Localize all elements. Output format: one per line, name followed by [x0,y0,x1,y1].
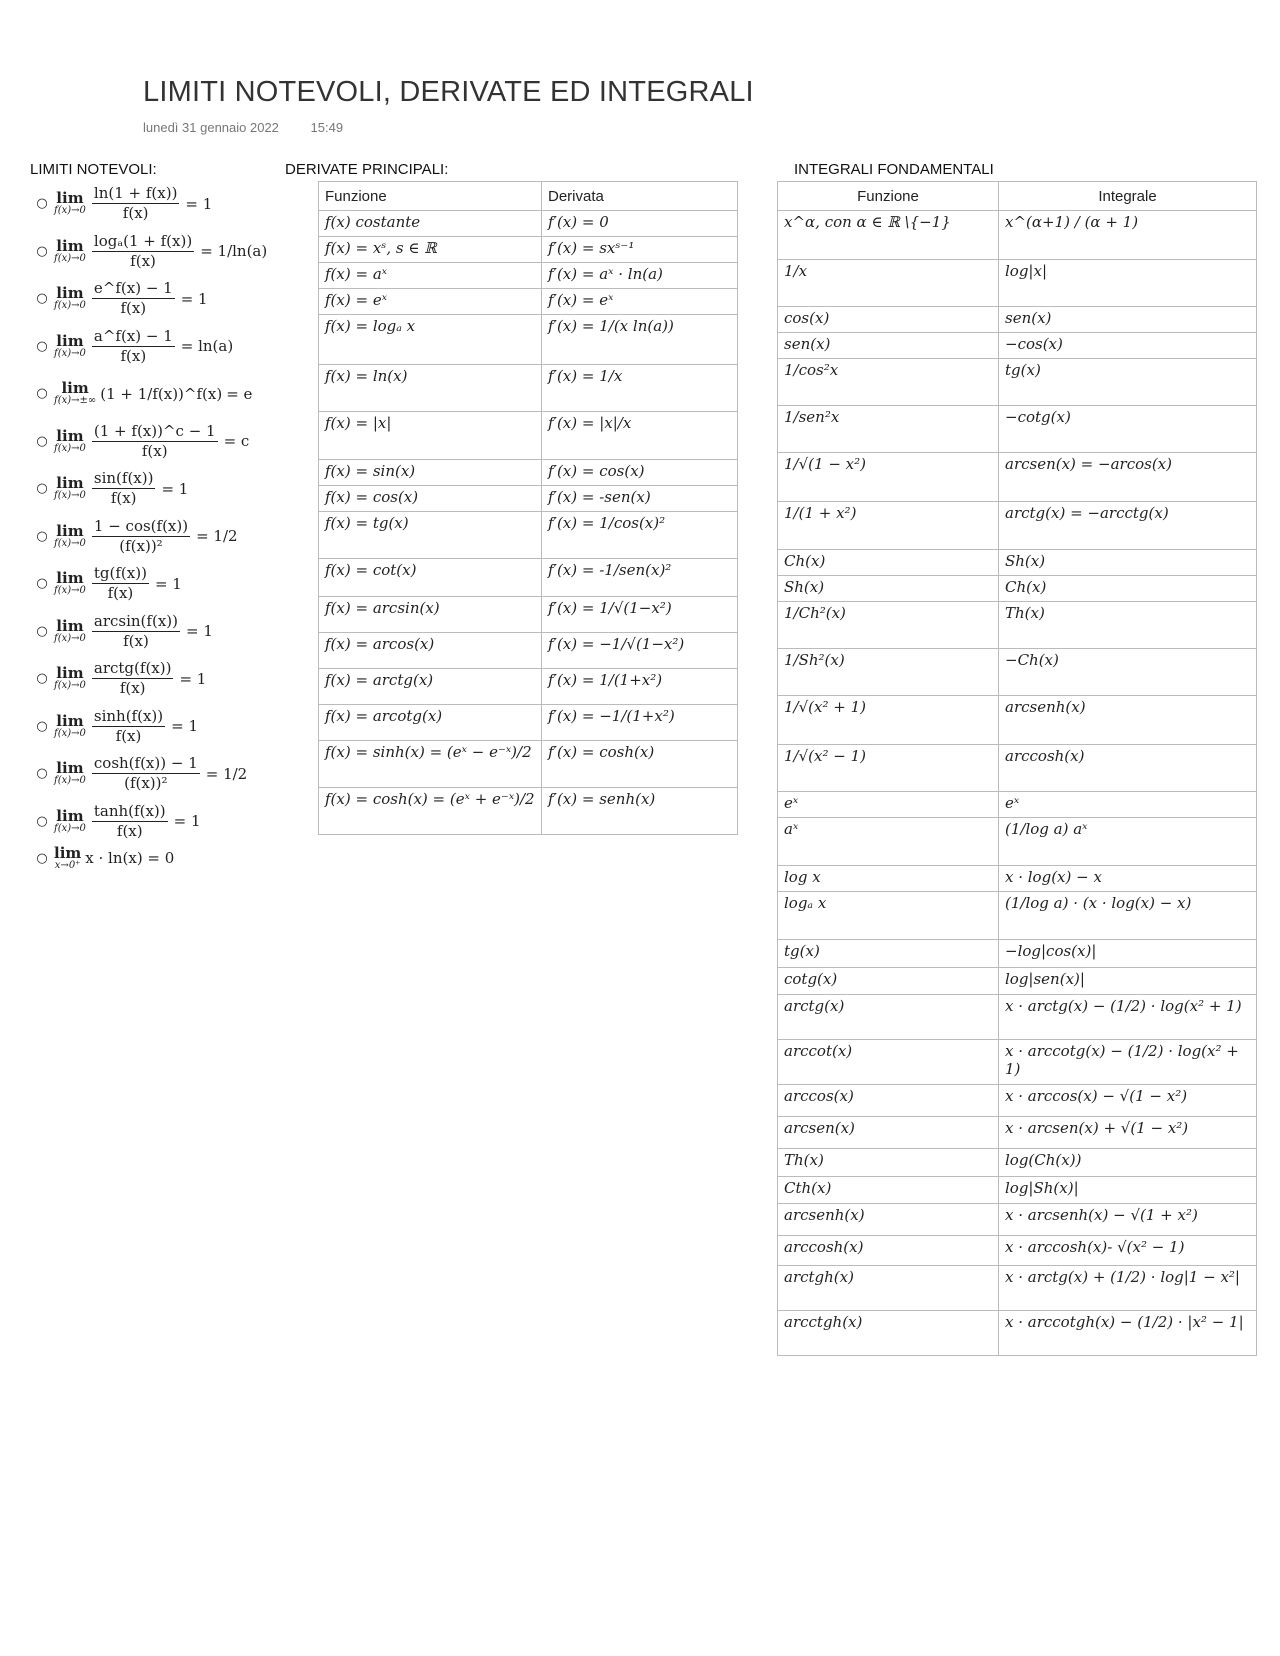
table-row [778,260,1257,307]
limit-denominator: f(x) [130,251,156,270]
limit-operator: lim f(x)→0 [54,569,86,597]
limit-item [30,275,280,323]
table-row [319,633,738,669]
function-cell: f(x) = cos(x) [319,486,542,512]
limit-item [30,465,280,513]
limit-numerator: tg(f(x)) [93,564,147,583]
bullet-icon: ○ [36,718,48,734]
limit-result: = 1/ln(a) [200,242,268,261]
limit-operator: lim f(x)→0 [54,474,86,502]
table-row [319,315,738,365]
limit-fraction [92,517,190,556]
table-row [778,453,1257,502]
bullet-icon: ○ [36,433,48,449]
function-cell: 1/x [778,260,999,307]
function-cell: tg(x) [778,940,999,968]
limit-denominator: f(x) [107,584,134,603]
table-row [778,1149,1257,1177]
result-cell: x · arcsen(x) + √(1 − x²) [999,1117,1257,1149]
limit-condition: f(x)→0 [54,680,86,692]
table-row [319,237,738,263]
function-cell: f(x) = |x| [319,412,542,460]
table-row [778,359,1257,406]
limit-item [30,370,280,418]
limit-denominator: f(x) [122,204,149,223]
limit-expression: x · ln(x) = 0 [85,849,175,867]
limit-result: = 1 [180,289,208,308]
table-row [778,940,1257,968]
limit-fraction [92,754,200,793]
limit-fraction [92,184,180,223]
function-cell: cos(x) [778,307,999,333]
function-cell: 1/Sh²(x) [778,649,999,696]
result-cell: −cotg(x) [999,406,1257,453]
function-cell: arccot(x) [778,1040,999,1085]
function-cell: f(x) = aˣ [319,263,542,289]
limit-condition: f(x)→0 [54,632,86,644]
function-cell: Ch(x) [778,550,999,576]
table-row [778,1236,1257,1266]
limit-fraction [92,659,174,698]
limit-item [30,180,280,228]
table-row [319,669,738,705]
limit-numerator: ln(1 + f(x)) [93,184,178,203]
bullet-icon: ○ [36,850,48,866]
limit-operator: lim f(x)→0 [54,284,86,312]
function-cell: Th(x) [778,1149,999,1177]
table-row [778,696,1257,745]
bullet-icon: ○ [36,291,48,307]
limit-condition: f(x)→0 [54,775,86,787]
result-cell: f′(x) = cos(x) [542,460,738,486]
limit-item [30,228,280,276]
limit-numerator: logₐ(1 + f(x)) [93,231,193,250]
result-cell: arcsenh(x) [999,696,1257,745]
table-row [778,995,1257,1040]
function-cell: f(x) = logₐ x [319,315,542,365]
table-row [319,289,738,315]
limit-item [30,703,280,751]
result-cell: f′(x) = |x|/x [542,412,738,460]
limit-result: = 1/2 [196,527,238,546]
table-row [778,1177,1257,1204]
result-cell: f′(x) = −1/(1+x²) [542,705,738,741]
bullet-icon: ○ [36,196,48,212]
limits-heading: LIMITI NOTEVOLI: [30,161,157,178]
limit-numerator: arcsin(f(x)) [93,611,178,630]
table-row [778,333,1257,359]
limit-result: = 1 [154,574,182,593]
table-row [319,460,738,486]
function-cell: f(x) = sin(x) [319,460,542,486]
limit-expression: (1 + 1/f(x))^f(x) [100,384,223,403]
result-cell: arccosh(x) [999,745,1257,792]
limit-denominator: f(x) [116,821,143,840]
function-cell: f(x) = xˢ, s ∈ ℝ [319,237,542,263]
limit-operator: lim x→0⁺ [54,843,82,871]
result-cell: f′(x) = 1/√(1−x²) [542,597,738,633]
limit-fraction [92,707,165,746]
result-cell: x^(α+1) / (α + 1) [999,211,1257,260]
function-cell: 1/√(1 − x²) [778,453,999,502]
function-cell: logₐ x [778,892,999,940]
function-cell: arccos(x) [778,1085,999,1117]
limit-result: = 1 [161,479,189,498]
limit-operator: lim f(x)→0 [54,426,86,454]
result-cell: f′(x) = −1/√(1−x²) [542,633,738,669]
derivatives-heading: DERIVATE PRINCIPALI: [285,161,449,178]
page-time: 15:49 [310,120,344,135]
result-cell: x · arctg(x) − (1/2) · log(x² + 1) [999,995,1257,1040]
page-title: LIMITI NOTEVOLI, DERIVATE ED INTEGRALI [143,76,754,108]
result-cell: sen(x) [999,307,1257,333]
table-row [778,818,1257,866]
limit-result: = 1 [171,717,199,736]
limit-condition: f(x)→0 [54,300,86,312]
table-row [778,1266,1257,1311]
limit-result: = 1 [185,622,213,641]
table-row [778,602,1257,649]
function-cell: log x [778,866,999,892]
limit-item [30,513,280,561]
result-cell: x · arccos(x) − √(1 − x²) [999,1085,1257,1117]
bullet-icon: ○ [36,528,48,544]
function-cell: 1/Ch²(x) [778,602,999,649]
limit-denominator: f(x) [123,631,149,650]
result-cell: f′(x) = eˣ [542,289,738,315]
limit-denominator: f(x) [120,346,147,365]
bullet-icon: ○ [36,338,48,354]
limit-operator: lim f(x)→±∞ [54,379,97,407]
function-cell: f(x) = arcos(x) [319,633,542,669]
function-cell: arcctgh(x) [778,1311,999,1356]
limit-denominator: f(x) [141,441,168,460]
limit-item [30,560,280,608]
limit-denominator: f(x) [115,726,142,745]
result-cell: x · arctg(x) + (1/2) · log|1 − x²| [999,1266,1257,1311]
function-cell: 1/√(x² + 1) [778,696,999,745]
result-cell: (1/log a) · (x · log(x) − x) [999,892,1257,940]
limit-fraction [92,327,175,366]
function-cell: 1/(1 + x²) [778,502,999,550]
table-row [319,512,738,559]
table-row [778,1085,1257,1117]
table-row [778,1117,1257,1149]
limit-operator: lim f(x)→0 [54,711,86,739]
limit-numerator: a^f(x) − 1 [93,326,173,345]
table-row [319,486,738,512]
table-row [778,792,1257,818]
limit-result: = 1/2 [205,764,248,783]
table-row [319,211,738,237]
result-cell: Sh(x) [999,550,1257,576]
result-cell: x · log(x) − x [999,866,1257,892]
bullet-icon: ○ [36,623,48,639]
limit-result: = e [226,384,253,403]
limit-condition: f(x)→0 [54,490,86,502]
limit-numerator: sinh(f(x)) [93,706,164,725]
derivatives-table [318,181,738,835]
result-cell: log|x| [999,260,1257,307]
limit-denominator: (f(x))² [124,774,168,793]
limit-operator: lim f(x)→0 [54,331,86,359]
result-cell: arctg(x) = −arcctg(x) [999,502,1257,550]
result-cell: log(Ch(x)) [999,1149,1257,1177]
limit-result: = 1 [185,194,213,213]
result-cell: f′(x) = 1/x [542,365,738,412]
function-cell: f(x) = arcotg(x) [319,705,542,741]
function-cell: f(x) = tg(x) [319,512,542,559]
function-cell: f(x) = ln(x) [319,365,542,412]
limit-fraction [92,612,180,651]
table-row [319,559,738,597]
limit-result: = 1 [179,669,207,688]
bullet-icon: ○ [36,386,48,402]
limit-condition: f(x)→0 [54,537,86,549]
integrals-heading: INTEGRALI FONDAMENTALI [794,161,994,178]
table-row [778,892,1257,940]
bullet-icon: ○ [36,671,48,687]
limit-fraction [92,469,156,508]
function-cell: arcsen(x) [778,1117,999,1149]
limit-condition: x→0⁺ [54,859,81,871]
limit-fraction [92,802,168,841]
table-row [778,211,1257,260]
table-row [778,502,1257,550]
limit-operator: lim f(x)→0 [54,189,86,217]
table-row [778,1040,1257,1085]
limit-condition: f(x)→0 [54,347,86,359]
limit-item [30,608,280,656]
bullet-icon: ○ [36,481,48,497]
table-row [319,412,738,460]
limit-item [30,845,280,871]
result-cell: f′(x) = 0 [542,211,738,237]
column-header: Funzione [778,182,999,211]
function-cell: arcsenh(x) [778,1204,999,1236]
result-cell: f′(x) = senh(x) [542,788,738,835]
limit-fraction [92,232,194,271]
limit-condition: f(x)→0 [54,205,86,217]
limit-condition: f(x)→0 [54,252,86,264]
limit-fraction [92,279,175,318]
bullet-icon: ○ [36,766,48,782]
table-row [778,968,1257,995]
result-cell: −Ch(x) [999,649,1257,696]
function-cell: f(x) = arcsin(x) [319,597,542,633]
table-row [319,263,738,289]
function-cell: f(x) = eˣ [319,289,542,315]
limit-fraction [92,422,218,461]
function-cell: aˣ [778,818,999,866]
limit-item [30,323,280,371]
table-row [778,1204,1257,1236]
limit-condition: f(x)→0 [54,442,86,454]
limit-item [30,418,280,466]
result-cell: x · arccotg(x) − (1/2) · log(x² + 1) [999,1040,1257,1085]
table-row [319,365,738,412]
limit-item [30,798,280,846]
limit-condition: f(x)→±∞ [54,395,97,407]
table-row [319,788,738,835]
result-cell: f′(x) = aˣ · ln(a) [542,263,738,289]
result-cell: x · arccotgh(x) − (1/2) · |x² − 1| [999,1311,1257,1356]
limit-numerator: (1 + f(x))^c − 1 [93,421,216,440]
limit-numerator: e^f(x) − 1 [93,279,173,298]
limit-condition: f(x)→0 [54,822,86,834]
result-cell: (1/log a) aˣ [999,818,1257,866]
result-cell: Ch(x) [999,576,1257,602]
result-cell: tg(x) [999,359,1257,406]
table-row [778,576,1257,602]
result-cell: arcsen(x) = −arcos(x) [999,453,1257,502]
page-date: lunedì 31 gennaio 2022 [143,120,279,135]
column-header: Derivata [542,182,738,211]
bullet-icon: ○ [36,243,48,259]
table-row [778,745,1257,792]
bullet-icon: ○ [36,813,48,829]
function-cell: 1/cos²x [778,359,999,406]
limit-operator: lim f(x)→0 [54,664,86,692]
result-cell: −cos(x) [999,333,1257,359]
function-cell: cotg(x) [778,968,999,995]
integrals-table [777,181,1257,1356]
limits-list [30,180,280,871]
table-row [778,649,1257,696]
function-cell: sen(x) [778,333,999,359]
limit-numerator: 1 − cos(f(x)) [93,516,189,535]
table-row [778,1311,1257,1356]
limit-numerator: tanh(f(x)) [93,801,166,820]
result-cell: f′(x) = -sen(x) [542,486,738,512]
limit-operator: lim f(x)→0 [54,521,86,549]
result-cell: log|Sh(x)| [999,1177,1257,1204]
function-cell: f(x) = cot(x) [319,559,542,597]
limit-fraction [92,564,149,603]
table-row [319,597,738,633]
function-cell: f(x) costante [319,211,542,237]
table-row [778,406,1257,453]
result-cell: f′(x) = cosh(x) [542,741,738,788]
function-cell: Sh(x) [778,576,999,602]
limit-condition: f(x)→0 [54,727,86,739]
limit-denominator: f(x) [120,299,147,318]
table-row [319,741,738,788]
result-cell: Th(x) [999,602,1257,649]
limit-denominator: (f(x))² [119,536,163,555]
table-row [778,866,1257,892]
function-cell: f(x) = arctg(x) [319,669,542,705]
column-header: Integrale [999,182,1257,211]
function-cell: f(x) = sinh(x) = (eˣ − e⁻ˣ)/2 [319,741,542,788]
limit-condition: f(x)→0 [54,585,86,597]
limit-result: = 1 [173,812,201,831]
result-cell: x · arcsenh(x) − √(1 + x²) [999,1204,1257,1236]
limit-item [30,655,280,703]
limit-result: = c [223,432,250,451]
table-row [778,307,1257,333]
result-cell: eˣ [999,792,1257,818]
function-cell: Cth(x) [778,1177,999,1204]
limit-operator: lim f(x)→0 [54,236,86,264]
limit-numerator: arctg(f(x)) [93,659,172,678]
function-cell: 1/sen²x [778,406,999,453]
result-cell: f′(x) = 1/(1+x²) [542,669,738,705]
limit-operator: lim f(x)→0 [54,806,86,834]
limit-denominator: f(x) [110,489,137,508]
limit-numerator: sin(f(x)) [93,469,154,488]
limit-operator: lim f(x)→0 [54,616,86,644]
function-cell: eˣ [778,792,999,818]
function-cell: arctgh(x) [778,1266,999,1311]
function-cell: arccosh(x) [778,1236,999,1266]
function-cell: arctg(x) [778,995,999,1040]
table-row [778,550,1257,576]
limit-numerator: cosh(f(x)) − 1 [93,754,198,773]
limit-item [30,750,280,798]
result-cell: f′(x) = 1/(x ln(a)) [542,315,738,365]
column-header: Funzione [319,182,542,211]
bullet-icon: ○ [36,576,48,592]
result-cell: x · arccosh(x)- √(x² − 1) [999,1236,1257,1266]
limit-result: = ln(a) [180,337,234,356]
table-row [319,705,738,741]
function-cell: 1/√(x² − 1) [778,745,999,792]
function-cell: x^α, con α ∈ ℝ \{−1} [778,211,999,260]
result-cell: f′(x) = sxˢ⁻¹ [542,237,738,263]
limit-denominator: f(x) [119,679,146,698]
result-cell: log|sen(x)| [999,968,1257,995]
result-cell: −log|cos(x)| [999,940,1257,968]
page-meta [143,120,371,135]
function-cell: f(x) = cosh(x) = (eˣ + e⁻ˣ)/2 [319,788,542,835]
limit-operator: lim f(x)→0 [54,759,86,787]
result-cell: f′(x) = -1/sen(x)² [542,559,738,597]
result-cell: f′(x) = 1/cos(x)² [542,512,738,559]
